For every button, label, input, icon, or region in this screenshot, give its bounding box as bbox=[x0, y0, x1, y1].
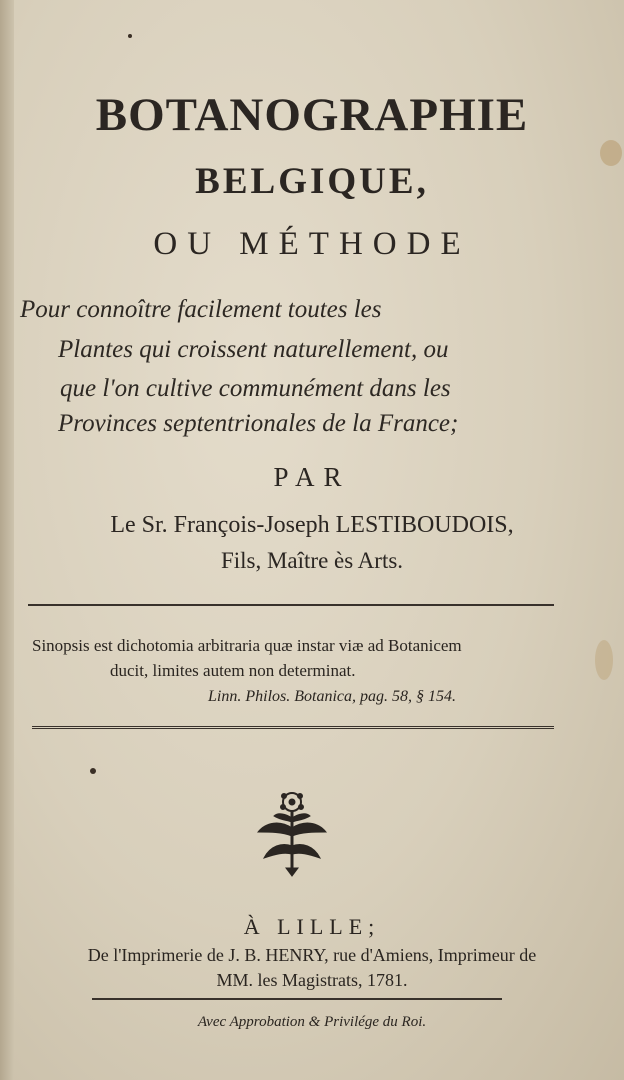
imprint-printer-2: MM. les Magistrats, 1781. bbox=[216, 970, 408, 990]
subtitle: OU MÉTHODE bbox=[153, 226, 471, 262]
epigraph-line: ducit, limites autem non determinat. bbox=[110, 661, 356, 680]
floral-vignette-icon bbox=[252, 788, 332, 878]
par-label: PAR bbox=[273, 462, 351, 492]
epigraph-line: Sinopsis est dichotomia arbitraria quæ instar viæ ad Botanicem bbox=[32, 636, 462, 655]
ink-spot bbox=[128, 34, 132, 38]
divider-rule bbox=[28, 604, 554, 606]
author-role: Fils, Maître ès Arts. bbox=[220, 548, 404, 573]
imprint-place: À LILLE; bbox=[243, 914, 381, 939]
main-title-line2: BELGIQUE, bbox=[195, 161, 429, 202]
approbation-line: Avec Approbation & Privilége du Roi. bbox=[197, 1014, 427, 1030]
description-line: que l'on cultive communément dans les bbox=[60, 375, 451, 402]
description-line: Provinces septentrionales de la France; bbox=[58, 410, 459, 437]
description-line: Pour connoître facilement toutes les bbox=[20, 296, 382, 323]
divider-rule bbox=[92, 998, 502, 1000]
main-title: BOTANOGRAPHIE bbox=[95, 89, 529, 141]
ink-spot bbox=[90, 768, 96, 774]
epigraph-citation: Linn. Philos. Botanica, pag. 58, § 154. bbox=[208, 688, 456, 705]
author-name: Le Sr. François-Joseph LESTIBOUDOIS, bbox=[110, 512, 514, 538]
divider-rule-double bbox=[32, 726, 554, 731]
imprint-printer: De l'Imprimerie de J. B. HENRY, rue d'Amiens, Imprimeur de bbox=[87, 945, 537, 965]
description-line: Plantes qui croissent naturellement, ou bbox=[58, 336, 449, 363]
paper-stain bbox=[595, 640, 613, 680]
